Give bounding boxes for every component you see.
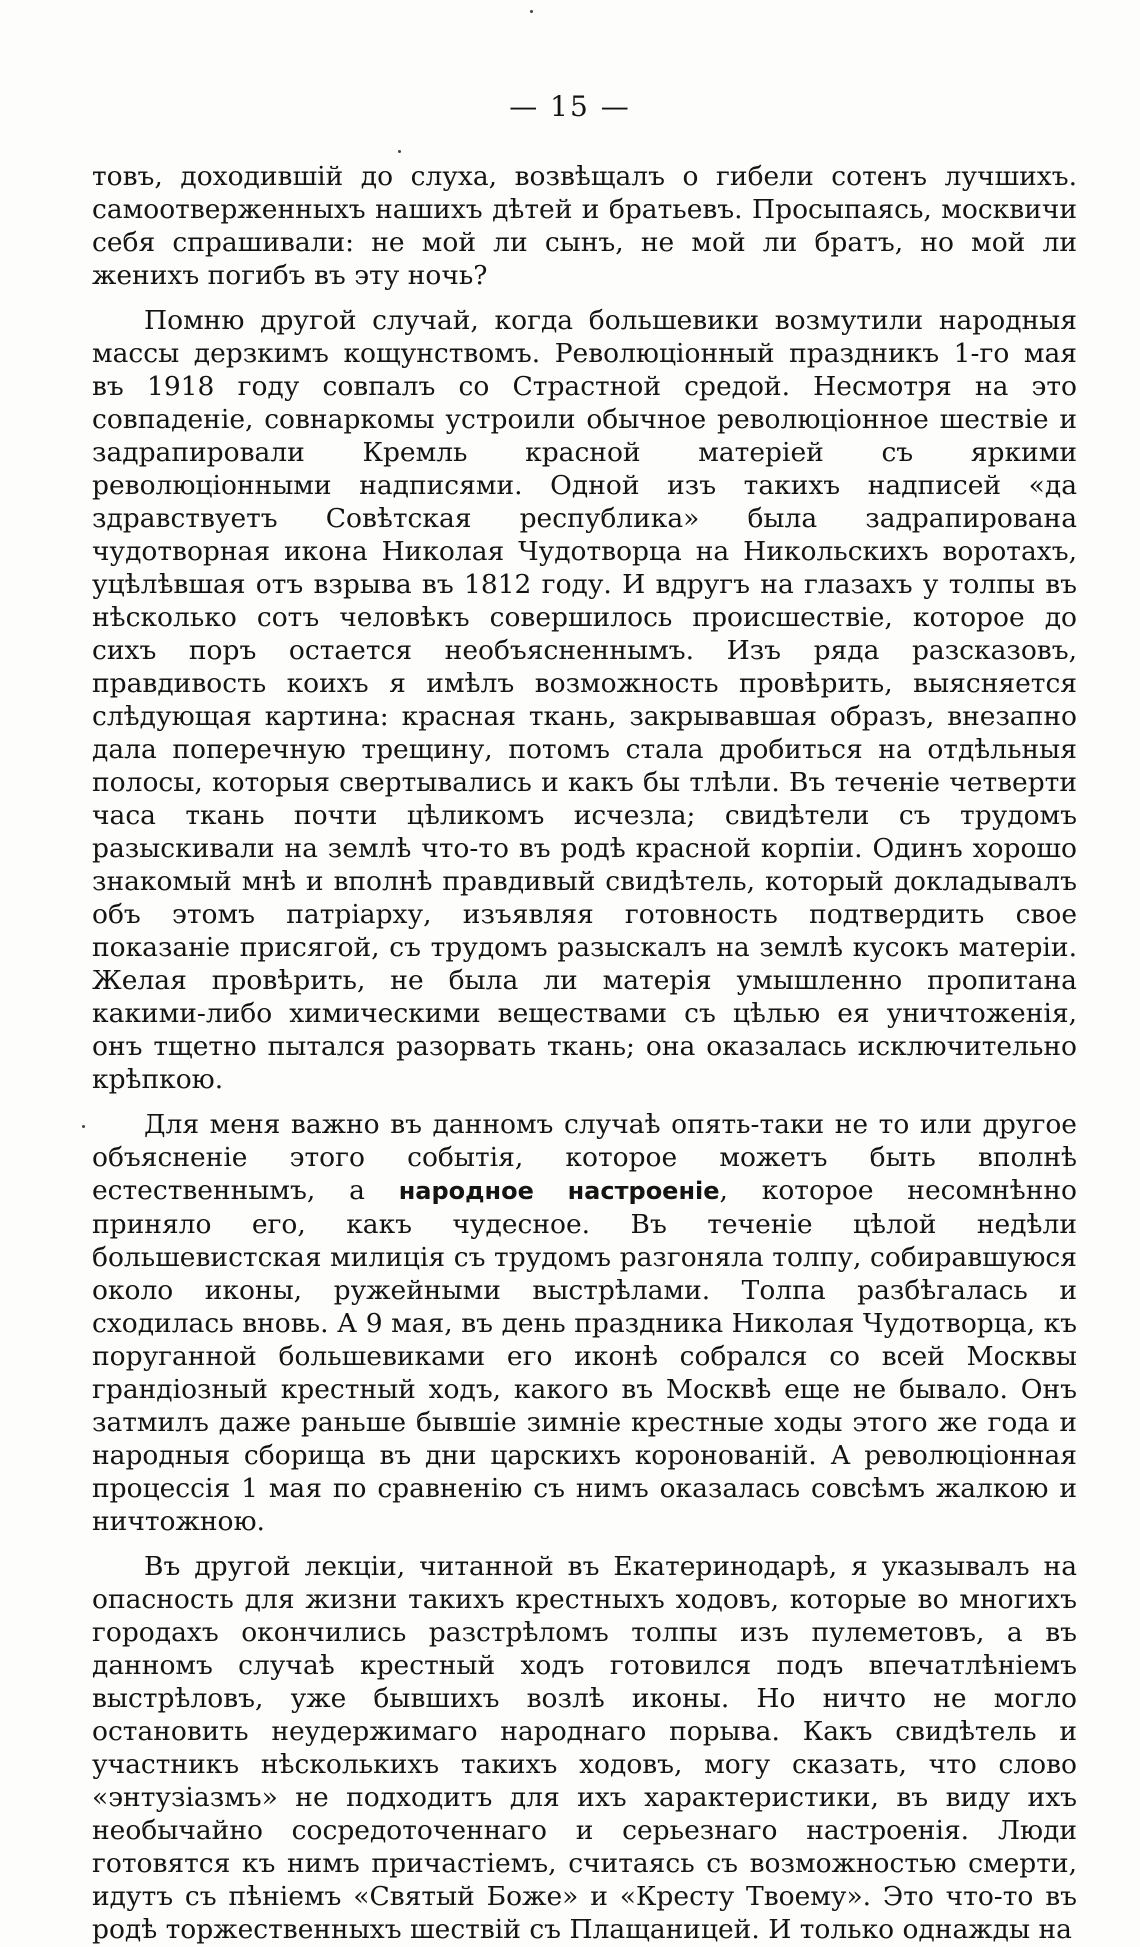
paragraph-2: Помню другой случай, когда большевики возмутили народныя массы дерзкимъ кощунствомъ. Революціонный праздникъ 1-го мая въ 1918 году совпалъ со Страстной средой. Несмотря на это совпаденіе, совнаркомы устроили обычное революціонное шествіе и задрапировали Кремль красной матеріей съ яркими революціонными надписями. Одной изъ такихъ надписей «да здравствуетъ Совѣтская республика» была задрапирована чудотворная икона Николая Чудотворца на Никольскихъ воротахъ, уцѣлѣвшая отъ взрыва въ 1812 году. И вдругъ на глазахъ у толпы въ нѣсколько сотъ человѣкъ совершилось происшествіе, которое до сихъ поръ остается необъясненнымъ. Изъ ряда разсказовъ, правдивость коихъ я имѣлъ возможность провѣрить, выясняется слѣдующая картина: красная ткань, закрывавшая образъ, внезапно дала поперечную трещину, потомъ стала дробиться на отдѣльныя полосы, которыя свертывались и какъ бы тлѣли. Въ теченіе четверти часа ткань почти цѣликомъ исчезла; свидѣтели съ трудомъ разыскивали на землѣ что-то въ родѣ красной корпіи. Одинъ хорошо знакомый мнѣ и вполнѣ правдивый свидѣтель, который докладывалъ объ этомъ патріарху, изъявляя готовность подтвердить свое показаніе присягой, съ трудомъ разыскалъ на землѣ кусокъ матеріи. Желая провѣрить, не была ли матерія умышленно пропитана какими-либо химическими веществами съ цѣлью ея уничтоженія, онъ тщетно пытался разорвать ткань; она оказалась исключительно крѣпкою.: [92, 305, 1077, 1095]
paragraph-4: Въ другой лекціи, читанной въ Екатеринодарѣ, я указывалъ на опасность для жизни такихъ крестныхъ ходовъ, которые во многихъ городахъ окончились разстрѣломъ толпы изъ пулеметовъ, а въ данномъ случаѣ крестный ходъ готовился подъ впечатлѣніемъ выстрѣловъ, уже бывшихъ возлѣ иконы. Но ничто не могло остановить неудержимаго народнаго порыва. Какъ свидѣтель и участникъ нѣсколькихъ такихъ ходовъ, могу сказать, что слово «энтузіазмъ» не подходитъ для ихъ характеристики, въ виду ихъ необычайно сосредоточеннаго и серьезнаго настроенія. Люди готовятся къ нимъ причастіемъ, считаясь съ возможностью смерти, идутъ съ пѣніемъ «Святый Боже» и «Кресту Твоему». Это что-то въ родѣ торжественныхъ шествій съ Плащаницей. И только однажды на: [92, 1551, 1077, 1945]
paragraph-3-text-start: Для меня важно въ данномъ случаѣ опять-таки не то или другое объясненіе этого событія, которое можетъ быть вполнѣ естественнымъ, а: [92, 1109, 1077, 1206]
print-speck: [398, 150, 401, 153]
paragraph-3-text-end: , которое несомнѣнно приняло его, какъ чудесное. Въ теченіе цѣлой недѣли большевистская милиція съ трудомъ разгоняла толпу, собиравшуюся около иконы, ружейными выстрѣлами. Толпа разбѣгалась и сходилась вновь. А 9 мая, въ день праздника Николая Чудотворца, къ поруганной большевиками его иконѣ собрался со всей Москвы грандіозный крестный ходъ, какого въ Москвѣ еще не бывало. Онъ затмилъ даже раньше бывшіе зимніе крестные ходы этого же года и народныя сборища въ дни царскихъ коронованій. А революціонная процессія 1 мая по сравненію съ нимъ оказалась совсѣмъ жалкою и ничтожною.: [92, 1175, 1077, 1537]
print-speck: [530, 10, 533, 13]
page-body: [92, 160, 1077, 1946]
paragraph-3: [92, 1108, 1077, 1538]
page-number: — 15 —: [509, 90, 631, 123]
emphasized-phrase: народное настроеніе: [398, 1177, 720, 1205]
print-speck: [82, 1125, 85, 1128]
paragraph-1: товъ, доходившій до слуха, возвѣщалъ о гибели сотенъ лучшихъ. самоотверженныхъ нашихъ дѣтей и братьевъ. Просыпаясь, москвичи себя спрашивали: не мой ли сынъ, не мой ли братъ, но мой ли женихъ погибъ въ эту ночь?: [92, 161, 1077, 291]
